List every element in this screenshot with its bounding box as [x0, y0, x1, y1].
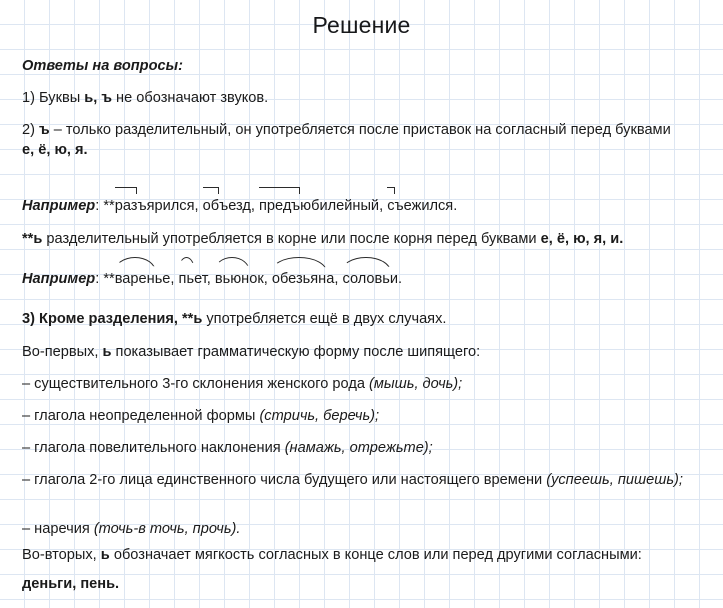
prefix-mark-s [387, 196, 394, 216]
bullet-4-example: (успеешь, пишешь); [546, 472, 683, 488]
root-text-obezyan: обезьян [271, 271, 327, 287]
example-1-label: Например [22, 198, 96, 214]
prefix-mark-ob [203, 196, 219, 216]
bullet-item-1 [22, 374, 462, 394]
word-rest-obezd: ъезд, [219, 198, 259, 214]
root-text-pyo: пь [178, 271, 195, 287]
root-text-varen: варен [114, 271, 155, 287]
root-text-solovy: соловь [342, 271, 390, 287]
prefix-text-pred: предъ [259, 198, 301, 214]
bullet-item-2 [22, 406, 379, 426]
page-title: Решение [312, 12, 411, 38]
prefix-mark-raz [115, 196, 138, 216]
answer-item-3 [22, 309, 446, 329]
root-mark-solovy [342, 269, 389, 289]
word-rest-pyet: ет, [194, 271, 215, 287]
root-text-vyun: вьюн [214, 271, 250, 287]
solution-page [0, 8, 723, 608]
example-2-colon: : [95, 271, 104, 287]
answer-2-body: – только разделительный, он употребляется после приставок на согласный перед буквами [49, 122, 671, 138]
example-1-stars: ** [103, 198, 115, 214]
bullet-5-example: (точь-в точь, прочь). [93, 521, 241, 537]
first-case-letter: ь [102, 344, 112, 360]
bullet-4-text: – глагола 2-го лица единственного числа будущего или настоящего времени [22, 472, 547, 488]
answer-item-2 [22, 120, 682, 160]
prefix-text-raz: раз [114, 198, 138, 214]
root-mark-varen [115, 269, 155, 289]
answer-2-letters: е, ё, ю, я. [22, 142, 88, 158]
bullet-3-example: (намажь, отрежьте); [284, 440, 433, 456]
bullet-3-text: – глагола повелительного наклонения [22, 440, 285, 456]
answers-heading-text: Ответы на вопросы: [22, 58, 183, 74]
word-rest-obezyana: а, [326, 271, 343, 287]
answer-1-letters: ь, ъ [84, 90, 112, 106]
first-case-tail: показывает грамматическую форму после шипящего: [111, 344, 481, 360]
answer-1-number: 1) Буквы [22, 90, 85, 106]
first-case [22, 342, 480, 362]
word-rest-solovyi: и. [389, 271, 403, 287]
word-rest-sezhilsya: ъежился. [394, 198, 458, 214]
bullet-2-text: – глагола неопределенной формы [22, 408, 260, 424]
second-case-tail: обозначает мягкость согласных в конце слов или перед другими согласными: [109, 547, 642, 563]
word-rest-varenye: ье, [154, 271, 179, 287]
second-case-prefix: Во-вторых, [22, 547, 101, 563]
answer-3-bold: 3) Кроме разделения, **ь [22, 311, 203, 327]
prefix-text-s: с [387, 198, 395, 214]
second-case-examples [22, 574, 119, 594]
bullet-item-4 [22, 470, 702, 490]
rule-soft-sign [22, 229, 623, 249]
second-case-examples-text: деньги, пень. [22, 576, 120, 592]
rule-soft-body: разделительный употребляется в корне или после корня перед буквами [42, 231, 541, 247]
root-mark-obezyan [272, 269, 326, 289]
example-1-colon: : [95, 198, 104, 214]
word-rest-razyarilsya: ъярился, [137, 198, 203, 214]
bullet-1-example: (мышь, дочь); [369, 376, 463, 392]
answers-heading [22, 56, 183, 76]
example-2-stars: ** [103, 271, 115, 287]
bullet-1-text: – существительного 3-го склонения женского рода [22, 376, 370, 392]
word-rest-predyubileyny: юбилейный, [300, 198, 388, 214]
bullet-item-3 [22, 438, 433, 458]
second-case [22, 545, 712, 565]
answer-item-1 [22, 88, 268, 108]
answer-2-letter: ъ [39, 122, 50, 138]
first-case-prefix: Во-первых, [22, 344, 103, 360]
second-case-letter: ь [100, 547, 110, 563]
root-mark-vyun [215, 269, 249, 289]
example-prefixes [22, 196, 457, 216]
bullet-5-text: – наречия [22, 521, 94, 537]
bullet-2-example: (стричь, беречь); [259, 408, 380, 424]
example-roots [22, 269, 402, 289]
rule-soft-letters: е, ё, ю, я, и. [540, 231, 624, 247]
root-mark-pyo [179, 269, 195, 289]
answer-3-tail: употребляется ещё в двух случаях. [202, 311, 447, 327]
prefix-mark-pred [259, 196, 300, 216]
example-2-label: Например [22, 271, 96, 287]
word-rest-vyunok: ок, [249, 271, 272, 287]
rule-soft-stars: **ь [22, 231, 43, 247]
answer-2-number: 2) [22, 122, 40, 138]
bullet-item-5 [22, 519, 240, 539]
answer-1-tail: не обозначают звуков. [112, 90, 269, 106]
prefix-text-ob: об [202, 198, 220, 214]
